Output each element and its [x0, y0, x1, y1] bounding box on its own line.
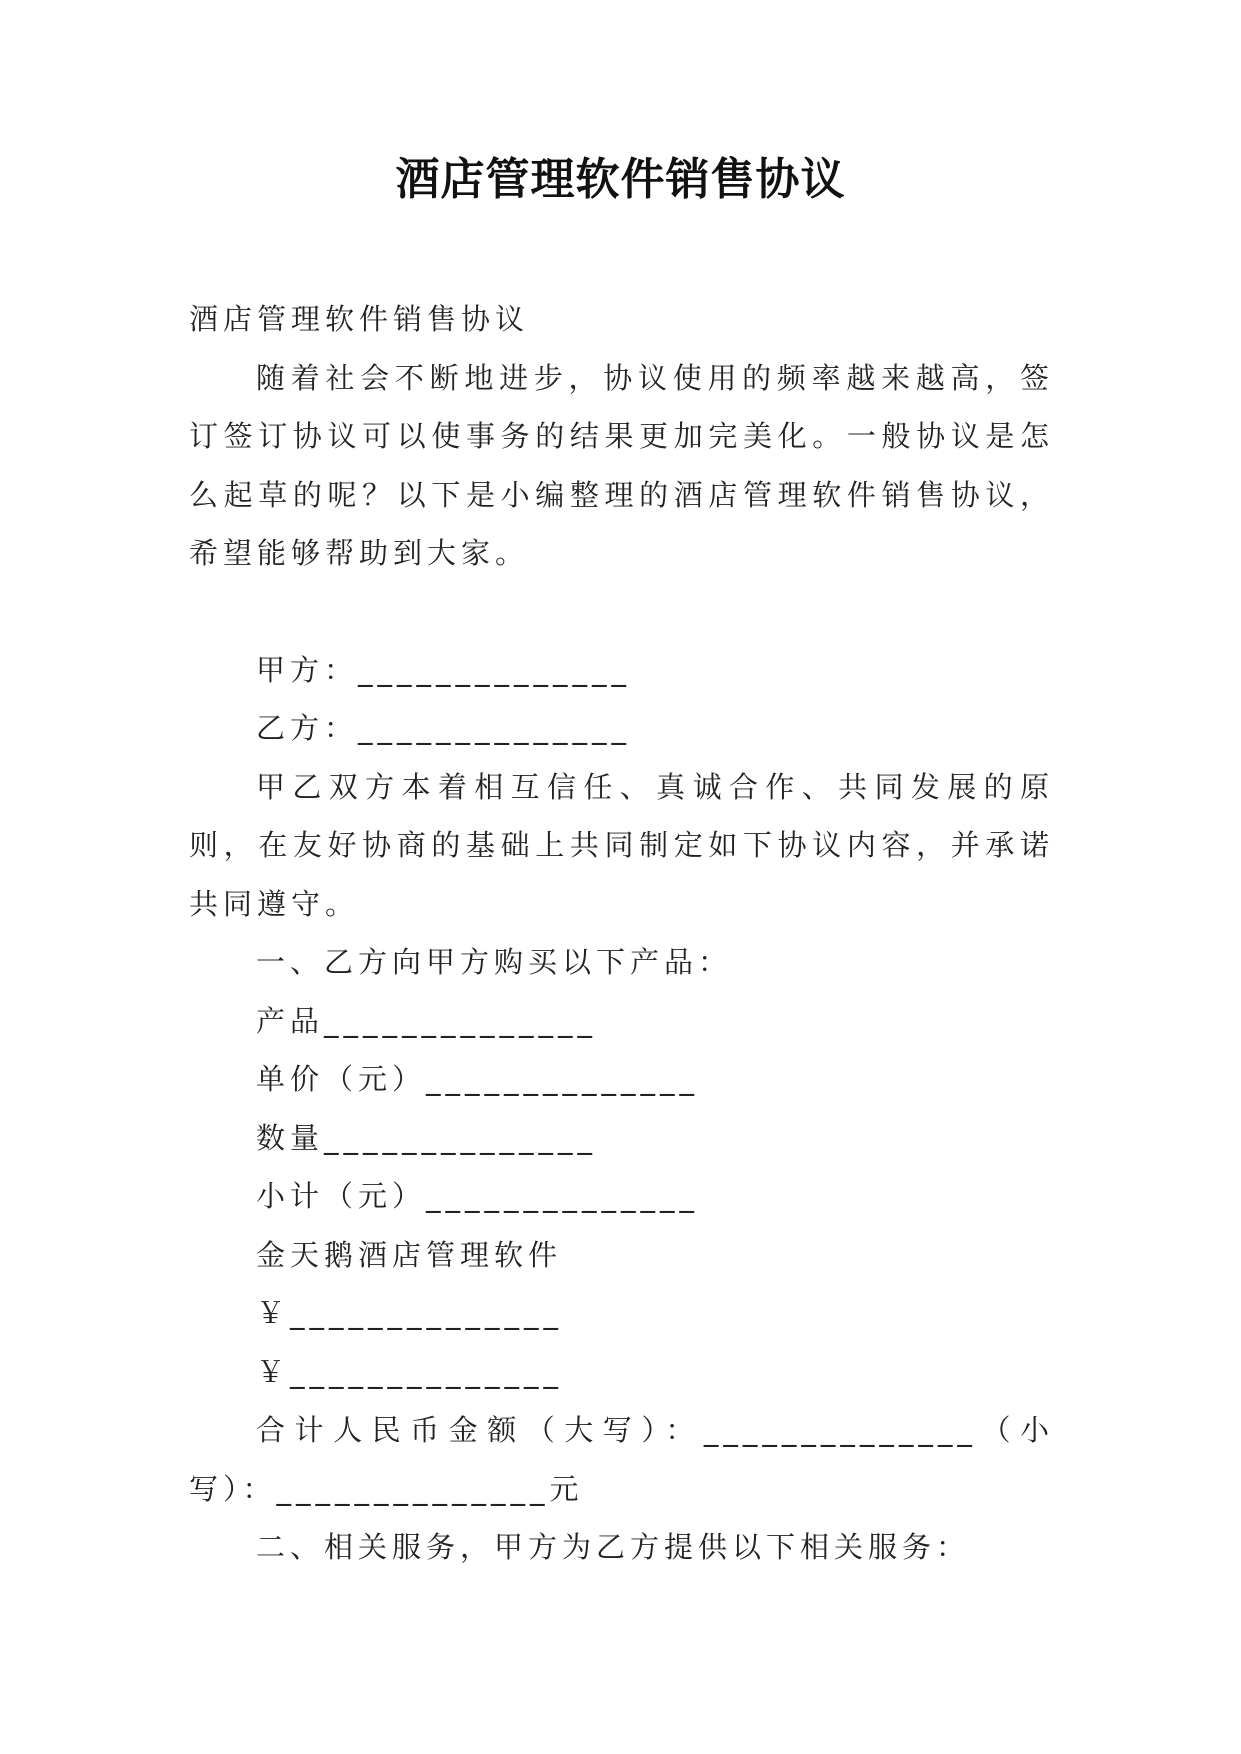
total-amount-paragraph: 合计人民币金额（大写）：______________（小写）：______________元 — [189, 1413, 1054, 1506]
party-b-line: 乙方：______________ — [256, 711, 632, 745]
section-2-heading: 二、相关服务，甲方为乙方提供以下相关服务： — [256, 1530, 971, 1564]
document-title: 酒店管理软件销售协议 — [395, 154, 846, 205]
software-name-line: 金天鹅酒店管理软件 — [256, 1237, 563, 1272]
quantity-line: 数量______________ — [256, 1120, 598, 1155]
unit-price-line: 单价（元）______________ — [256, 1062, 700, 1096]
intro-paragraph: 随着社会不断地进步，协议使用的频率越来越高，签订签订协议可以使事务的结果更加完美化。一般协议是怎么起草的呢？以下是小编整理的酒店管理软件销售协议，希望能够帮助到大家。 — [189, 360, 1054, 570]
document-body — [189, 290, 1054, 1577]
subtitle-line: 酒店管理软件销售协议 — [189, 302, 530, 336]
paragraph-spacer — [189, 583, 1054, 641]
amount-line-2: ￥______________ — [256, 1354, 564, 1389]
product-line: 产品______________ — [256, 1003, 598, 1038]
subtotal-line: 小计（元）______________ — [256, 1179, 700, 1213]
section-1-heading: 一、乙方向甲方购买以下产品： — [256, 945, 733, 979]
principle-paragraph: 甲乙双方本着相互信任、真诚合作、共同发展的原则，在友好协商的基础上共同制定如下协议内容，并承诺共同遵守。 — [189, 769, 1054, 921]
party-a-line: 甲方：______________ — [256, 652, 632, 687]
amount-line-1: ￥______________ — [256, 1296, 564, 1330]
